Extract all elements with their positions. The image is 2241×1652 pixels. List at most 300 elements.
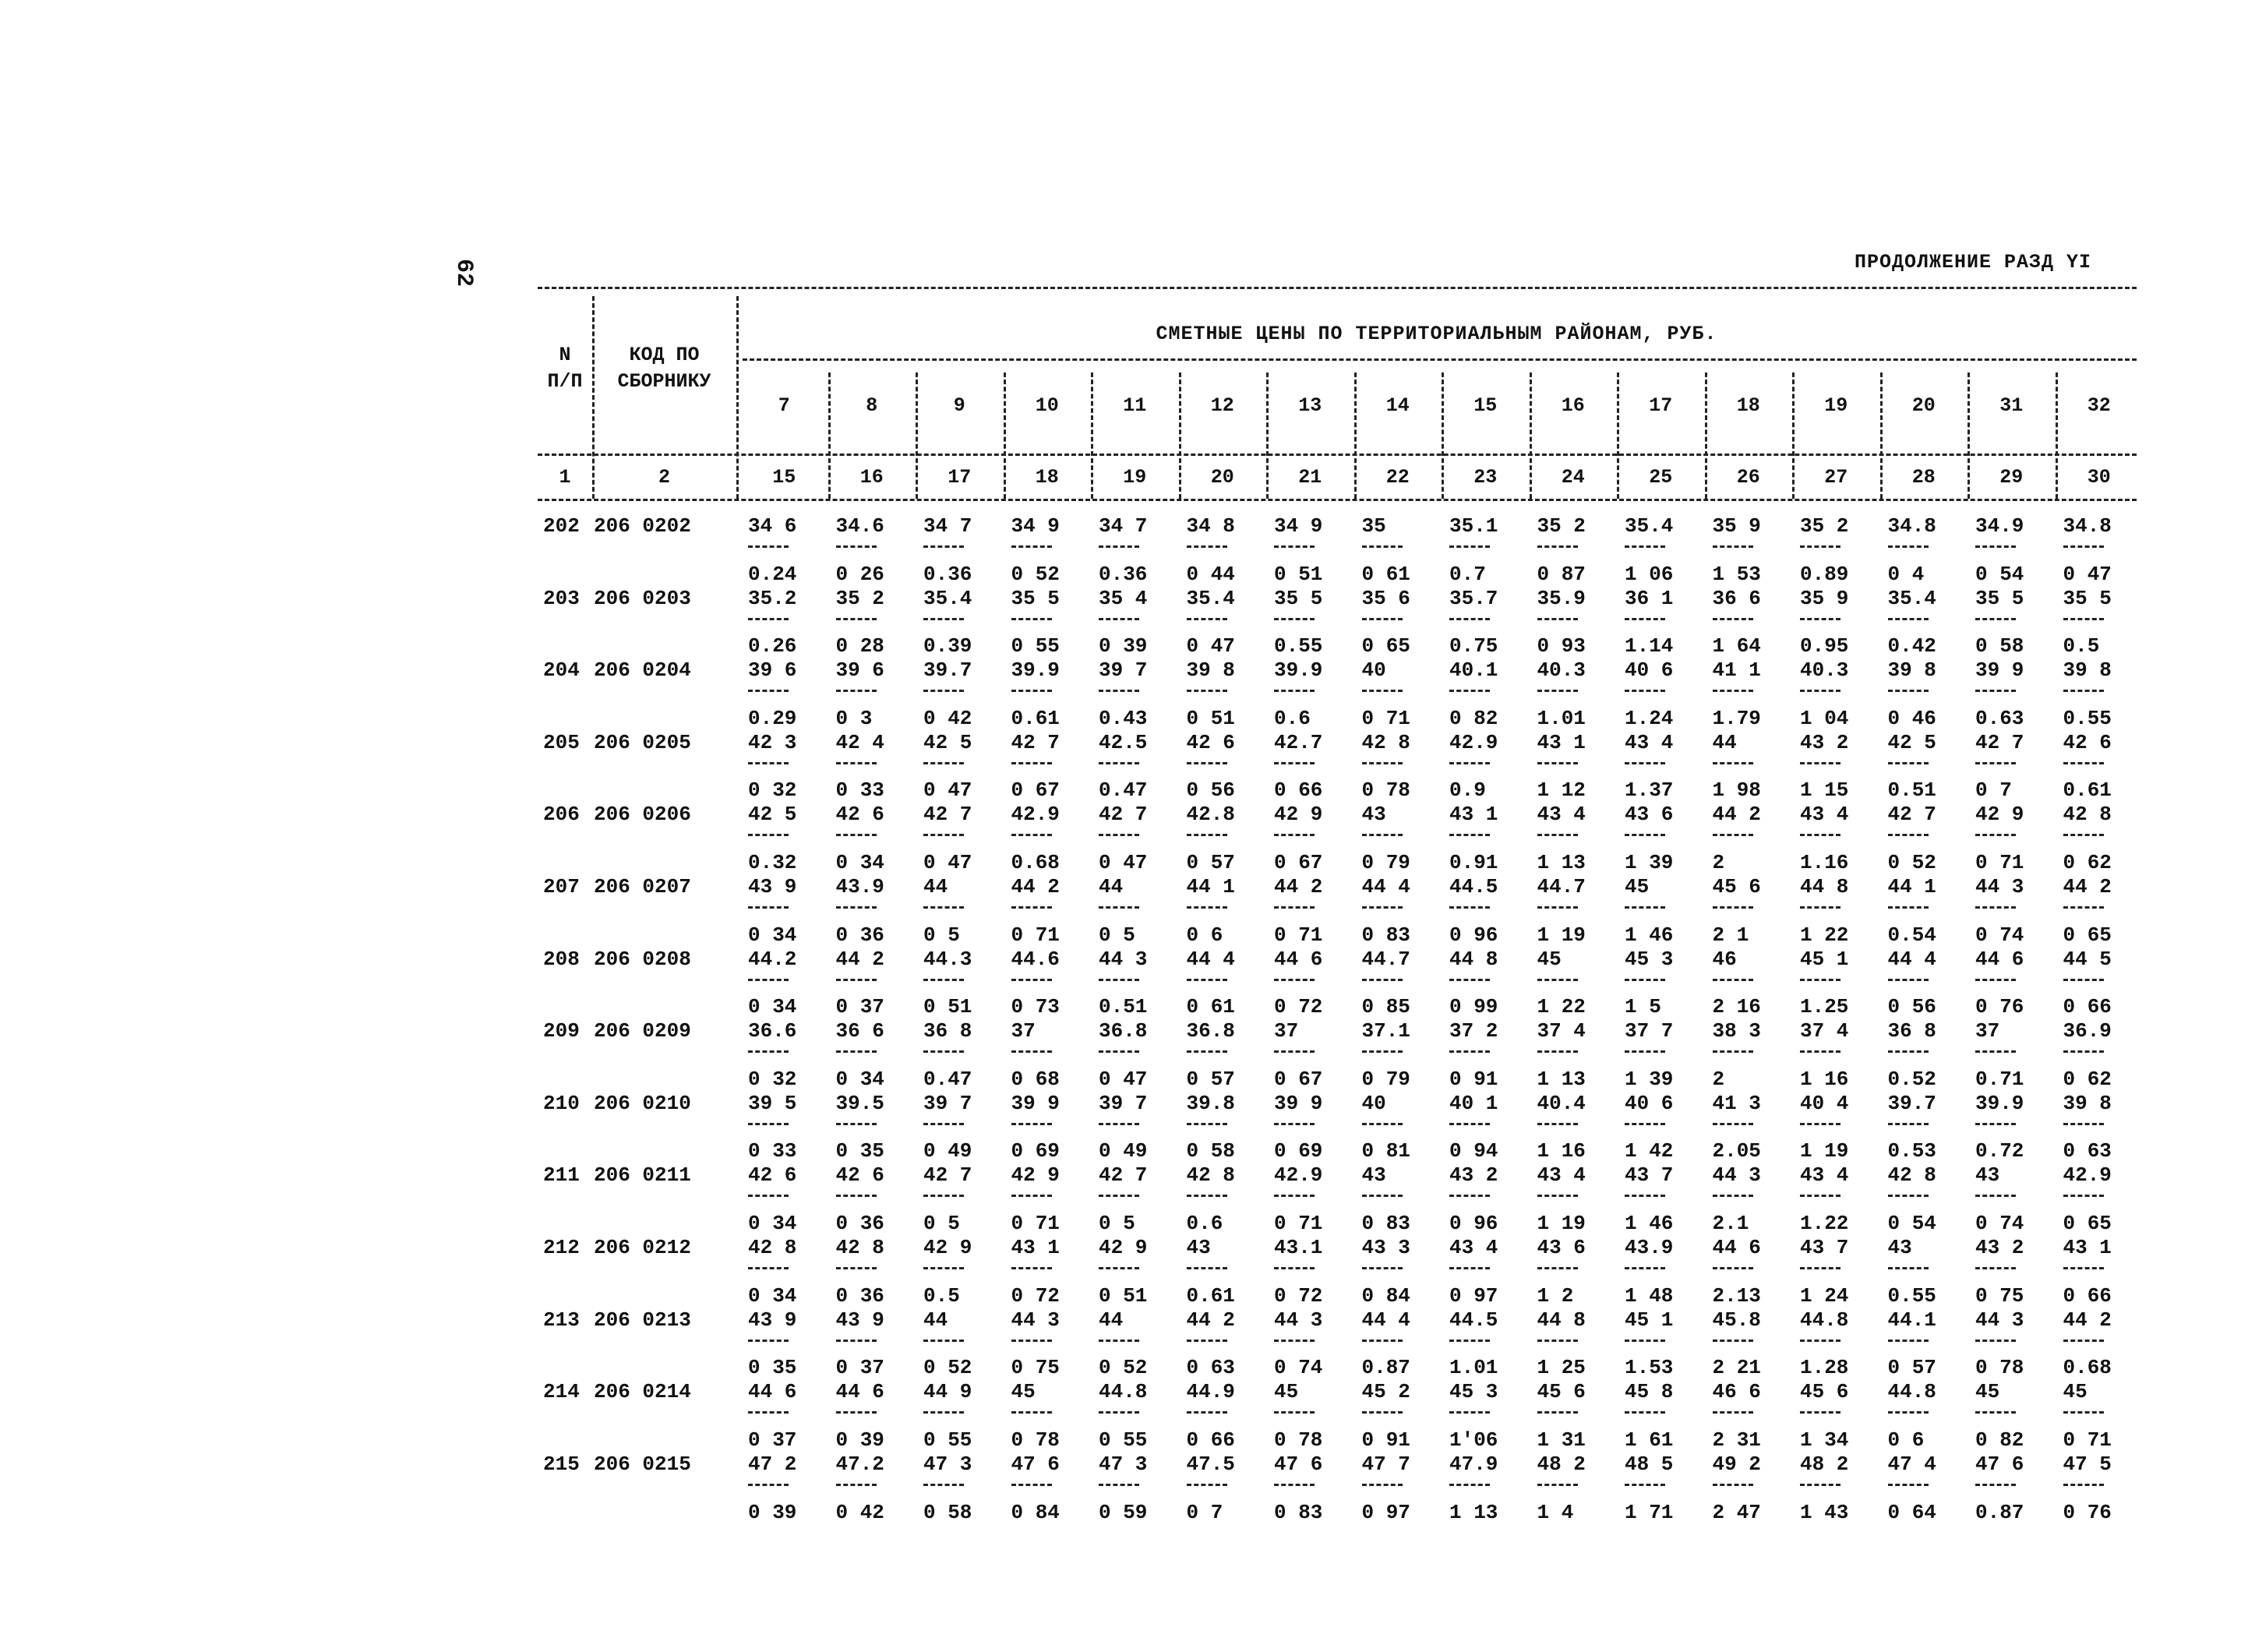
fraction-line	[1975, 762, 2016, 764]
fraction-line	[1625, 1123, 1665, 1125]
fraction-line	[1362, 1411, 1403, 1414]
col-index: 19	[1123, 466, 1147, 489]
labor-value: 0.95	[1800, 634, 1849, 658]
price-value: 40 6	[1625, 1091, 1674, 1115]
fraction-line	[1011, 690, 1052, 692]
price-value: 43 4	[1800, 803, 1849, 827]
price-value: 43 2	[1449, 1163, 1498, 1188]
fraction-line	[1975, 1267, 2016, 1269]
fraction-line	[1888, 545, 1929, 548]
col-index: 18	[1035, 466, 1059, 489]
price-value: 43 4	[1625, 730, 1674, 754]
fraction-line	[1975, 979, 2016, 981]
labor-value: 1 13	[1449, 1500, 1498, 1524]
price-value: 42 6	[835, 803, 884, 827]
fraction-line	[2063, 906, 2104, 909]
labor-value: 0.24	[748, 562, 797, 586]
fraction-line	[1713, 1484, 1753, 1486]
price-value: 45	[1537, 947, 1562, 971]
labor-value: 1.79	[1712, 706, 1761, 730]
price-value: 35 9	[1800, 586, 1849, 610]
labor-value: 0.29	[748, 706, 797, 730]
fraction-line	[748, 906, 789, 909]
labor-value: 1.53	[1625, 1356, 1674, 1380]
fraction-line	[1187, 1123, 1227, 1125]
fraction-line	[1537, 618, 1578, 620]
labor-value: 0.5	[2063, 634, 2100, 658]
fraction-line	[1713, 979, 1753, 981]
fraction-line	[1713, 1267, 1753, 1269]
price-value: 47 4	[1887, 1452, 1936, 1476]
price-value: 42 8	[835, 1236, 884, 1259]
fraction-line	[1975, 1484, 2016, 1486]
price-value: 43 1	[2063, 1236, 2112, 1259]
fraction-line	[1537, 1123, 1578, 1125]
fraction-line	[1011, 1195, 1052, 1197]
fraction-line	[1975, 1340, 2016, 1342]
fraction-line	[1449, 762, 1490, 764]
labor-value: 1 61	[1625, 1428, 1674, 1452]
fraction-line	[2063, 1340, 2104, 1342]
rule-prices	[743, 358, 2137, 361]
fraction-line	[1975, 545, 2016, 548]
labor-value: 1 31	[1537, 1428, 1586, 1452]
fraction-line	[748, 1050, 789, 1053]
price-value: 40.1	[1449, 658, 1498, 683]
fraction-line	[1274, 1411, 1315, 1414]
price-value: 39 7	[1099, 658, 1148, 683]
price-value: 44 3	[1011, 1308, 1060, 1332]
row-code: 206 0208	[594, 947, 691, 971]
fraction-line	[1800, 834, 1840, 836]
labor-value: 0 66	[2063, 995, 2112, 1019]
price-value: 39 9	[1274, 1091, 1323, 1115]
region-number: 18	[1736, 394, 1760, 417]
price-value: 47.9	[1449, 1452, 1498, 1476]
fraction-line	[923, 690, 964, 692]
row-number: 205	[543, 730, 580, 754]
fraction-line	[1187, 1484, 1227, 1486]
labor-value: 2.13	[1712, 1283, 1761, 1308]
fraction-line	[836, 1050, 877, 1053]
labor-value: 0 42	[923, 706, 972, 730]
price-value: 38 3	[1712, 1019, 1761, 1043]
price-value: 45 8	[1625, 1380, 1674, 1404]
fraction-line	[2063, 834, 2104, 836]
price-value: 47 3	[923, 1452, 972, 1476]
price-value: 42 9	[1274, 803, 1323, 827]
fraction-line	[1011, 906, 1052, 909]
labor-value: 0 46	[1887, 706, 1936, 730]
labor-value: 0 6	[1186, 923, 1223, 947]
price-value: 44.8	[1800, 1308, 1849, 1332]
fraction-line	[1537, 545, 1578, 548]
price-value: 45.8	[1712, 1308, 1761, 1332]
fraction-line	[1449, 1340, 1490, 1342]
fraction-line	[923, 545, 964, 548]
fraction-line	[1274, 690, 1315, 692]
price-value: 44	[1099, 875, 1124, 898]
labor-value: 1 16	[1800, 1067, 1849, 1091]
labor-value: 0 47	[1186, 634, 1235, 658]
fraction-line	[836, 690, 877, 692]
price-value: 35.1	[1449, 514, 1498, 538]
fraction-line	[1099, 1411, 1139, 1414]
labor-value: 1.25	[1800, 995, 1849, 1019]
fraction-line	[1449, 545, 1490, 548]
fraction-line	[1975, 618, 2016, 620]
fraction-line	[923, 1123, 964, 1125]
labor-value: 2	[1712, 851, 1725, 874]
fraction-line	[1713, 618, 1753, 620]
labor-value: 0.5	[923, 1283, 960, 1308]
col-index: 22	[1385, 466, 1410, 489]
labor-value: 1'06	[1449, 1428, 1498, 1452]
labor-value: 0 47	[923, 851, 972, 874]
region-number: 19	[1824, 394, 1848, 417]
price-value: 40 1	[1449, 1091, 1498, 1115]
price-value: 42 6	[2063, 730, 2112, 754]
fraction-line	[1888, 1050, 1929, 1053]
price-value: 42 7	[1099, 1163, 1148, 1188]
fraction-line	[836, 979, 877, 981]
fraction-line	[1975, 1195, 2016, 1197]
labor-value: 0 33	[748, 1139, 797, 1163]
fraction-line	[1099, 1484, 1139, 1486]
fraction-line	[1537, 762, 1578, 764]
labor-value: 0 47	[923, 778, 972, 803]
price-value: 45	[1274, 1380, 1299, 1404]
labor-value: 0 26	[835, 562, 884, 586]
price-value: 36 8	[1887, 1019, 1936, 1043]
fraction-line	[836, 762, 877, 764]
fraction-line	[1187, 1195, 1227, 1197]
price-value: 45 6	[1712, 875, 1761, 898]
fraction-line	[923, 906, 964, 909]
labor-value: 0.63	[1975, 706, 2024, 730]
labor-value: 0 5	[1099, 923, 1135, 947]
fraction-line	[1537, 1195, 1578, 1197]
fraction-line	[1187, 1340, 1227, 1342]
labor-value: 0 47	[1099, 1067, 1148, 1091]
price-value: 44.8	[1887, 1380, 1936, 1404]
price-value: 39.7	[1887, 1091, 1936, 1115]
fraction-line	[1099, 618, 1139, 620]
fraction-line	[2063, 1195, 2104, 1197]
fraction-line	[1975, 690, 2016, 692]
col-index: 16	[859, 466, 884, 489]
fraction-line	[1099, 690, 1139, 692]
price-value: 35 4	[1099, 586, 1148, 610]
labor-value: 0 37	[748, 1428, 797, 1452]
price-value: 47 6	[1975, 1452, 2024, 1476]
price-value: 47.5	[1186, 1452, 1235, 1476]
labor-value: 0 66	[1274, 778, 1323, 803]
labor-value: 0 32	[748, 778, 797, 803]
price-value: 42 9	[923, 1236, 972, 1259]
labor-value: 0 34	[748, 923, 797, 947]
fraction-line	[1449, 834, 1490, 836]
labor-value: 0 34	[748, 995, 797, 1019]
labor-value: 0 7	[1975, 778, 2012, 803]
price-value: 42 3	[748, 730, 797, 754]
price-value: 43 1	[1537, 730, 1586, 754]
price-value: 44.6	[1011, 947, 1060, 971]
fraction-line	[2063, 1050, 2104, 1053]
price-value: 40 6	[1625, 658, 1674, 683]
rule-regions	[538, 454, 2137, 456]
fraction-line	[1537, 1340, 1578, 1342]
fraction-line	[1449, 1267, 1490, 1269]
labor-value: 0 71	[1975, 851, 2024, 874]
labor-value: 0 3	[835, 706, 873, 730]
fraction-line	[1187, 690, 1227, 692]
labor-value: 0 32	[748, 1067, 797, 1091]
price-value: 47 6	[1011, 1452, 1060, 1476]
row-number: 202	[543, 514, 580, 538]
price-value: 36 8	[923, 1019, 972, 1043]
price-value: 39 8	[1887, 658, 1936, 683]
region-number: 10	[1035, 394, 1059, 417]
price-value: 42 6	[748, 1163, 797, 1188]
price-value: 35.4	[1625, 514, 1674, 538]
labor-value: 1 53	[1712, 562, 1761, 586]
row-number: 208	[543, 947, 580, 971]
price-value: 41 3	[1712, 1091, 1761, 1115]
fraction-line	[1187, 545, 1227, 548]
price-value: 37	[1274, 1019, 1299, 1043]
labor-value: 2 31	[1712, 1428, 1761, 1452]
price-value: 44 4	[1361, 1308, 1410, 1332]
labor-value: 0 57	[1887, 1356, 1936, 1380]
price-value: 44 1	[1887, 875, 1936, 898]
price-value: 42.9	[1449, 730, 1498, 754]
price-value: 44 8	[1800, 875, 1849, 898]
fraction-line	[1537, 834, 1578, 836]
fraction-line	[1449, 1411, 1490, 1414]
labor-value: 1.16	[1800, 851, 1849, 874]
fraction-line	[836, 834, 877, 836]
price-value: 39 9	[1011, 1091, 1060, 1115]
labor-value: 0 52	[1099, 1356, 1148, 1380]
price-value: 34.8	[2063, 514, 2112, 538]
fraction-line	[1800, 1484, 1840, 1486]
fraction-line	[836, 1340, 877, 1342]
labor-value: 1.28	[1800, 1356, 1849, 1380]
labor-value: 0 91	[1449, 1067, 1498, 1091]
fraction-line	[1975, 906, 2016, 909]
region-number: 7	[778, 394, 790, 417]
labor-value: 0.51	[1887, 778, 1936, 803]
labor-value: 0 96	[1449, 923, 1498, 947]
fraction-line	[1449, 618, 1490, 620]
row-code: 206 0207	[594, 875, 691, 898]
labor-value: 0.72	[1975, 1139, 2024, 1163]
row-code: 206 0214	[594, 1380, 691, 1404]
labor-value: 1 22	[1537, 995, 1586, 1019]
no-header-label: N	[559, 344, 571, 366]
col-index: 28	[1911, 466, 1936, 489]
fraction-line	[923, 1484, 964, 1486]
fraction-line	[1888, 906, 1929, 909]
fraction-line	[1975, 1411, 2016, 1414]
price-value: 37	[1975, 1019, 2000, 1043]
price-value: 36.9	[2063, 1019, 2112, 1043]
labor-value: 1 98	[1712, 778, 1761, 803]
price-value: 36.6	[748, 1019, 797, 1043]
price-value: 35 2	[1800, 514, 1849, 538]
labor-value: 0.61	[1186, 1283, 1235, 1308]
labor-value: 0.68	[2063, 1356, 2112, 1380]
fraction-line	[1713, 545, 1753, 548]
labor-value: 0 96	[1449, 1212, 1498, 1235]
price-value: 39.7	[923, 658, 972, 683]
fraction-line	[2063, 1411, 2104, 1414]
labor-value: 0 6	[1887, 1428, 1925, 1452]
fraction-line	[1187, 1050, 1227, 1053]
fraction-line	[1888, 1123, 1929, 1125]
fraction-line	[923, 1267, 964, 1269]
labor-value: 0 51	[1274, 562, 1323, 586]
fraction-line	[1449, 1050, 1490, 1053]
price-value: 39.8	[1186, 1091, 1235, 1115]
fraction-line	[1274, 1484, 1315, 1486]
labor-value: 0 4	[1887, 562, 1925, 586]
price-value: 44	[923, 875, 948, 898]
row-code: 206 0211	[594, 1163, 691, 1188]
fraction-line	[1274, 906, 1315, 909]
price-value: 42 7	[1975, 730, 2024, 754]
section-heading: ПРОДОЛЖЕНИЕ РАЗД YI	[1854, 251, 2091, 274]
row-number: 214	[543, 1380, 580, 1404]
labor-value: 2 21	[1712, 1356, 1761, 1380]
labor-value: 0 75	[1975, 1283, 2024, 1308]
fraction-line	[1011, 1267, 1052, 1269]
col-index: 29	[1999, 466, 2024, 489]
price-value: 45 6	[1800, 1380, 1849, 1404]
price-value: 43.9	[1625, 1236, 1674, 1259]
labor-value: 0 52	[923, 1356, 972, 1380]
labor-value: 1 64	[1712, 634, 1761, 658]
labor-value: 0 33	[835, 778, 884, 803]
labor-value: 0 66	[2063, 1283, 2112, 1308]
rule-header-bottom	[538, 499, 2137, 501]
fraction-line	[748, 1123, 789, 1125]
labor-value: 0.6	[1186, 1212, 1223, 1235]
labor-value: 0 68	[1011, 1067, 1060, 1091]
labor-value: 1 42	[1625, 1139, 1674, 1163]
labor-value: 0.54	[1887, 923, 1936, 947]
labor-value: 1 46	[1625, 923, 1674, 947]
fraction-line	[1713, 690, 1753, 692]
price-value: 42 9	[1975, 803, 2024, 827]
price-value: 40	[1361, 658, 1386, 683]
labor-value: 0.36	[923, 562, 972, 586]
labor-value: 1 04	[1800, 706, 1849, 730]
labor-value: 0 72	[1274, 1283, 1323, 1308]
fraction-line	[1011, 545, 1052, 548]
labor-value: 0 62	[2063, 851, 2112, 874]
price-value: 43 9	[748, 875, 797, 898]
fraction-line	[748, 1267, 789, 1269]
labor-value: 0 78	[1361, 778, 1410, 803]
fraction-line	[1449, 1195, 1490, 1197]
labor-value: 0.71	[1975, 1067, 2024, 1091]
fraction-line	[1099, 1340, 1139, 1342]
price-value: 44.8	[1099, 1380, 1148, 1404]
price-value: 48 2	[1800, 1452, 1849, 1476]
price-value: 43 2	[1975, 1236, 2024, 1259]
price-value: 35 5	[2063, 586, 2112, 610]
price-value: 42 7	[923, 803, 972, 827]
price-value: 44 8	[1537, 1308, 1586, 1332]
labor-value: 0 97	[1449, 1283, 1498, 1308]
price-value: 35.4	[1887, 586, 1936, 610]
fraction-line	[1011, 979, 1052, 981]
price-value: 44 4	[1186, 947, 1235, 971]
fraction-line	[1011, 834, 1052, 836]
labor-value: 0 35	[748, 1356, 797, 1380]
labor-value: 0.87	[1361, 1356, 1410, 1380]
fraction-line	[1713, 1195, 1753, 1197]
labor-value: 1 19	[1800, 1139, 1849, 1163]
labor-value: 0 75	[1011, 1356, 1060, 1380]
price-value: 43	[1186, 1236, 1211, 1259]
price-value: 44 2	[2063, 1308, 2112, 1332]
fraction-line	[1362, 834, 1403, 836]
price-value: 37.1	[1361, 1019, 1410, 1043]
fraction-line	[1449, 1484, 1490, 1486]
row-number: 206	[543, 803, 580, 827]
fraction-line	[2063, 690, 2104, 692]
labor-value: 0.47	[923, 1067, 972, 1091]
price-value: 35	[1361, 514, 1386, 538]
price-value: 47 5	[2063, 1452, 2112, 1476]
fraction-line	[836, 1123, 877, 1125]
labor-value: 0 71	[1274, 1212, 1323, 1235]
price-value: 44 9	[923, 1380, 972, 1404]
fraction-line	[1187, 979, 1227, 981]
price-value: 35.4	[1186, 586, 1235, 610]
row-code: 206 0202	[594, 514, 691, 538]
fraction-line	[1975, 1123, 2016, 1125]
region-number: 16	[1561, 394, 1585, 417]
labor-value: 0.32	[748, 851, 797, 874]
fraction-line	[748, 979, 789, 981]
price-value: 42 5	[748, 803, 797, 827]
fraction-line	[1625, 1267, 1665, 1269]
price-value: 44 2	[1186, 1308, 1235, 1332]
price-value: 44 3	[1712, 1163, 1761, 1188]
labor-value: 1.24	[1625, 706, 1674, 730]
labor-value: 0 5	[923, 1212, 960, 1235]
labor-value: 0 61	[1361, 562, 1410, 586]
fraction-line	[1099, 1050, 1139, 1053]
labor-value: 0 71	[2063, 1428, 2112, 1452]
price-value: 42 7	[1099, 803, 1148, 827]
row-code: 206 0204	[594, 658, 691, 683]
price-value: 43 2	[1800, 730, 1849, 754]
labor-value: 0 47	[1099, 851, 1148, 874]
fraction-line	[1888, 618, 1929, 620]
labor-value: 0 82	[1449, 706, 1498, 730]
price-value: 42 7	[923, 1163, 972, 1188]
labor-value: 0 5	[1099, 1212, 1135, 1235]
price-value: 42 7	[1011, 730, 1060, 754]
price-value: 44 1	[1186, 875, 1235, 898]
fraction-line	[1274, 979, 1315, 981]
fraction-line	[1099, 545, 1139, 548]
